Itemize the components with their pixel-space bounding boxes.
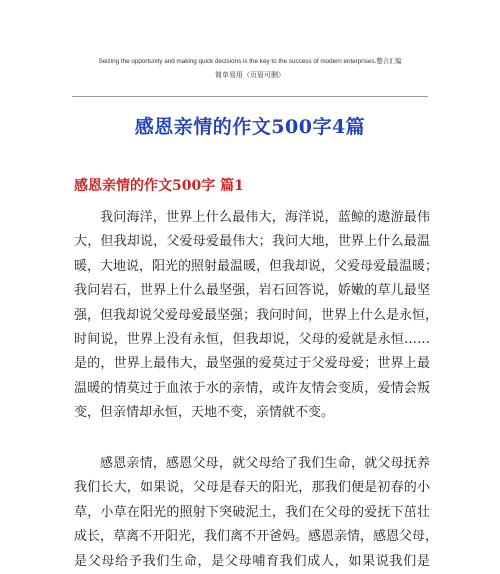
paragraph-2 (74, 452, 439, 574)
paragraph-line: 是父母给予我们生命，是父母哺育我们成人，如果说我们是 (74, 553, 430, 569)
paragraph-line: 感恩亲情，感恩父母，就父母给了我们生命，就父母抚养 (100, 456, 430, 471)
paragraph-line: 暖，大地说，阳光的照射最温暖，但我却说，父爱母爱最温暖； (74, 258, 439, 274)
paragraph-line: 我们长大，如果说，父母是春天的阳光，那我们便是初春的小 (74, 480, 430, 496)
header-note: 简单易用（页眉可删） (215, 71, 285, 79)
paragraph-line: 成长，草离不开阳光，我们离不开爸妈。感恩亲情，感恩父母， (74, 529, 439, 545)
paragraph-line: 强，但我却说父爱母爱最坚强；我问时间，世界上什么是永恒， (74, 307, 439, 323)
paragraph-line: 是的，世界上最伟大，最坚强的爱莫过于父爱母爱；世界上最 (74, 356, 430, 372)
document-title: 感恩亲情的作文500字4篇 (134, 116, 366, 138)
section-heading: 感恩亲情的作文500字 篇1 (74, 178, 244, 194)
paragraph-line: 大，但我却说，父爱母爱最伟大；我问大地，世界上什么最温 (74, 234, 430, 250)
paragraph-line: 草，小草在阳光的照射下突破泥土，我们在父母的爱抚下茁壮 (74, 504, 430, 520)
page-header (60, 58, 440, 80)
header-tagline: Seizing the opportunity and making quick decisions is the key to the success of modern enterprises.整合汇编 (98, 58, 402, 65)
paragraph-1 (74, 206, 439, 426)
header-divider (72, 96, 428, 97)
paragraph-line: 我问海洋，世界上什么最伟大，海洋说，蓝鲸的遨游最伟 (100, 210, 430, 225)
paragraph-line: 时间说，世界上没有永恒，但我却说，父母的爱就是永恒…… (74, 332, 430, 348)
paragraph-line: 我问岩石，世界上什么最坚强，岩石回答说，娇嫩的草儿最坚 (74, 283, 430, 299)
paragraph-line: 变，但亲情却永恒，天地不变，亲情就不变。 (74, 405, 335, 421)
paragraph-line: 温暖的情莫过于血浓于水的亲情，或许友情会变质，爱情会叛 (74, 380, 430, 396)
